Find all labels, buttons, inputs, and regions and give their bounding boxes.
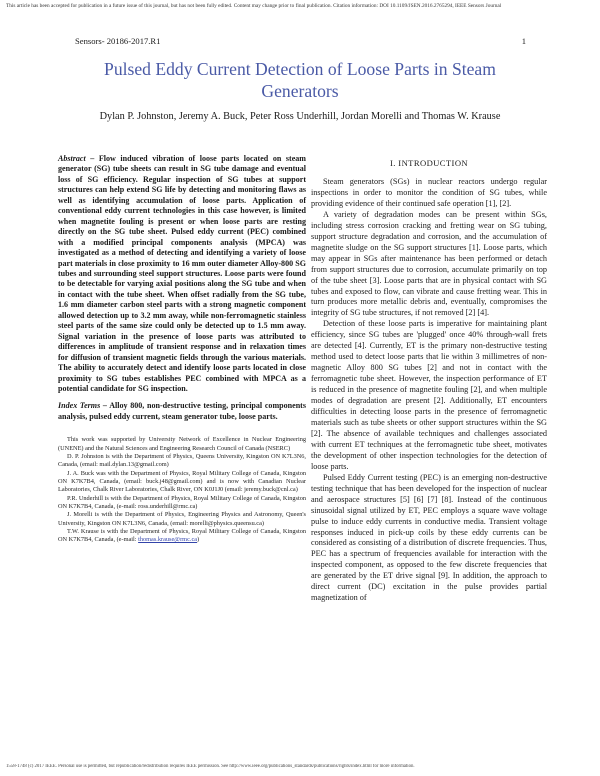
publication-notice: This article has been accepted for publication in a future issue of this journal, but has not been fully edited. Content may change prior to final publication. Citation information: DOI 10.1109/JSEN.2016.2765294, IEEE Sensors Journal (6, 3, 502, 9)
footnote-author: D. P. Johnston is with the Department of Physics, Queens University, Kingston ON K7L3N6, Canada, (email: mail.dylan.13@gmail.com) (58, 453, 306, 469)
abstract-text: – Flow induced vibration of loose parts located on steam generator (SG) tube sheets can result in SG tube damage and eventual loss of SG efficiency. Regular inspection of SG tubes at support structures can help extend SG life by detecting and monitoring flaws as well as identifying accumulation of loose parts. Application of conventional eddy current technologies in this case however, is limited when magnetite fouling is present or when loose parts are resting directly on the SG tube sheet. Pulsed eddy current (PEC) combined with a modified principal components analysis (MPCA) was investigated as a method of detecting and identifying a variety of loose part materials in close proximity to 16 mm outer diameter Alloy-800 SG tubes and surrounding steel support structures. Loose parts were found to be detectable for varying axial positions along the SG tube and when in contact with the tube sheet. When offset radially from the SG tube, 1.6 mm diameter carbon steel parts with a strong magnetic component allowed detection up to 3.2 mm away, while non-ferromagnetic stainless steel parts of the same size could only be detected up to 1.5 mm away. Signal variation in the presence of loose parts was attributed to differences in amplitude of transient response and in relaxation times for diffusion of transient magnetic fields through the various materials. The ability to accurately detect and identify loose parts located in close proximity to SG tubes establishes PEC combined with MPCA as a potential candidate for SG inspection. (58, 154, 306, 393)
footnote-author: J. A. Buck was with the Department of Physics, Royal Military College of Canada, Kingston ON K7K7B4, Canada, (email: buck.j48@gmail.com) and is now with Canadian Nuclear Laboratories, Chalk River Laboratories, Chalk River, ON K0J1J0 (email: jeremy.buck@cnl.ca) (58, 469, 306, 494)
footnote-author: J. Morelli is with the Department of Physics, Engineering Physics and Astronomy, Queen's University, Kingston ON K7L3N6, Canada, (email: morelli@physics.queensu.ca) (58, 511, 306, 527)
manuscript-id: Sensors- 20186-2017.R1 (75, 36, 161, 46)
body-paragraph: Pulsed Eddy Current testing (PEC) is an emerging non-destructive testing technique that has been developed for the inspection of nuclear and aerospace structures [5] [6] [7] [8]. Instead of the continuous sinusoidal signal utilized by ET, PEC employs a square wave voltage pulse to induce eddy currents in conductive media. Transient voltage responses induced in pick-up coils by these eddy currents can be considered as consisting of a distribution of discrete frequencies. Thus, PEC has a spectrum of frequencies available for interaction with the inspected component, as opposed to the few discrete frequencies that are generated by the ET drive signal [9]. In addition, the approach to direct current (DC) excitation in the pulse provides partial magnetization of (311, 472, 547, 603)
page-number: 1 (521, 36, 526, 46)
footnote-last-text: T.W. Krause is with the Department of Physics, Royal Military College of Canada, Kingston ON K7K7B4, Canada, (e-mail: (58, 528, 306, 544)
index-terms-text: – Alloy 800, non-destructive testing, principal components analysis, pulsed eddy current, steam generator tube, loose parts. (58, 401, 306, 421)
section-heading: I. INTRODUCTION (389, 158, 469, 168)
email-link[interactable]: thomas.krause@rmc.ca (138, 536, 198, 544)
footnote-author: P.R. Underhill is with the Department of Physics, Royal Military College of Canada, Kingston ON K7K7B4, Canada, (e-mail: ross.underhill@rmc.ca) (58, 494, 306, 511)
index-terms (58, 401, 306, 422)
footnote-funding: This work was supported by University Network of Excellence in Nuclear Engineering (UNENE) and the Natural Sciences and Engineering Research Council of Canada (NSERC) (58, 436, 306, 452)
body-paragraph: Detection of these loose parts is imperative for maintaining plant efficiency, since SG tubes are 'plugged' once 40% through-wall frets are detected [4]. Currently, ET is the primary non-destructive testing method used to detect loose parts that lie within 3 millimetres of non-magnetic Alloy 800 SG tubes [2] and not in contact with the ferromagnetic tube sheet. However, the inspection performance of ET is reduced in the presence of magnetite fouling [2], and when multiple modes of degradation are present [2]. Additionally, ET encounters difficulties in detecting loose parts in the presence of ferromagnetic materials such as tube sheets or other support structures within the SG [2]. The absence of available techniques and challenges associated with current ET techniques at the ferromagnetic tube sheet, motivates the development of other inspection technologies for the detection of loose parts. (311, 319, 547, 471)
right-column (311, 158, 547, 604)
copyright-footer: 1558-1748 (c) 2017 IEEE. Personal use is permitted, but republication/redistribution requires IEEE permission. See http://www.ieee.org/publications_standards/publications/rights/index.html for more information. (6, 764, 415, 769)
index-terms-label: Index Terms (58, 401, 101, 411)
paper-title: Pulsed Eddy Current Detection of Loose Parts in Steam Generators (104, 59, 496, 101)
body-paragraph: Steam generators (SGs) in nuclear reactors undergo regular inspections in order to monitor the condition of SG tubes, while providing evidence of their continued safe operation [1], [2]. (311, 177, 547, 208)
author-list: Dylan P. Johnston, Jeremy A. Buck, Peter Ross Underhill, Jordan Morelli and Thomas W. Krause (99, 111, 501, 122)
abstract (58, 154, 306, 394)
footnote-last-end: ) (197, 536, 200, 544)
author-footnotes (58, 436, 306, 544)
body-paragraph: A variety of degradation modes can be present within SGs, including stress corrosion cracking and fretting wear on SG tubing, support structure degradation and corrosion, and the accumulation of magnetite sludge on the SG support structures [1]. Loose parts, which may appear in SGs after maintenance has been performed or detach from support structures due to corrosion, accumulate primarily on top of the tube sheet [3]. Loose parts that are in physical contact with SG tubes and exposed to flow, can vibrate and cause fretting wear. This in turn produces more metallic debris and, eventually, compromises the integrity of SG tube structures, if not removed [2] [4]. (311, 209, 547, 318)
abstract-label: Abstract (58, 154, 86, 163)
footnote-author (58, 528, 306, 545)
left-column (58, 154, 306, 545)
